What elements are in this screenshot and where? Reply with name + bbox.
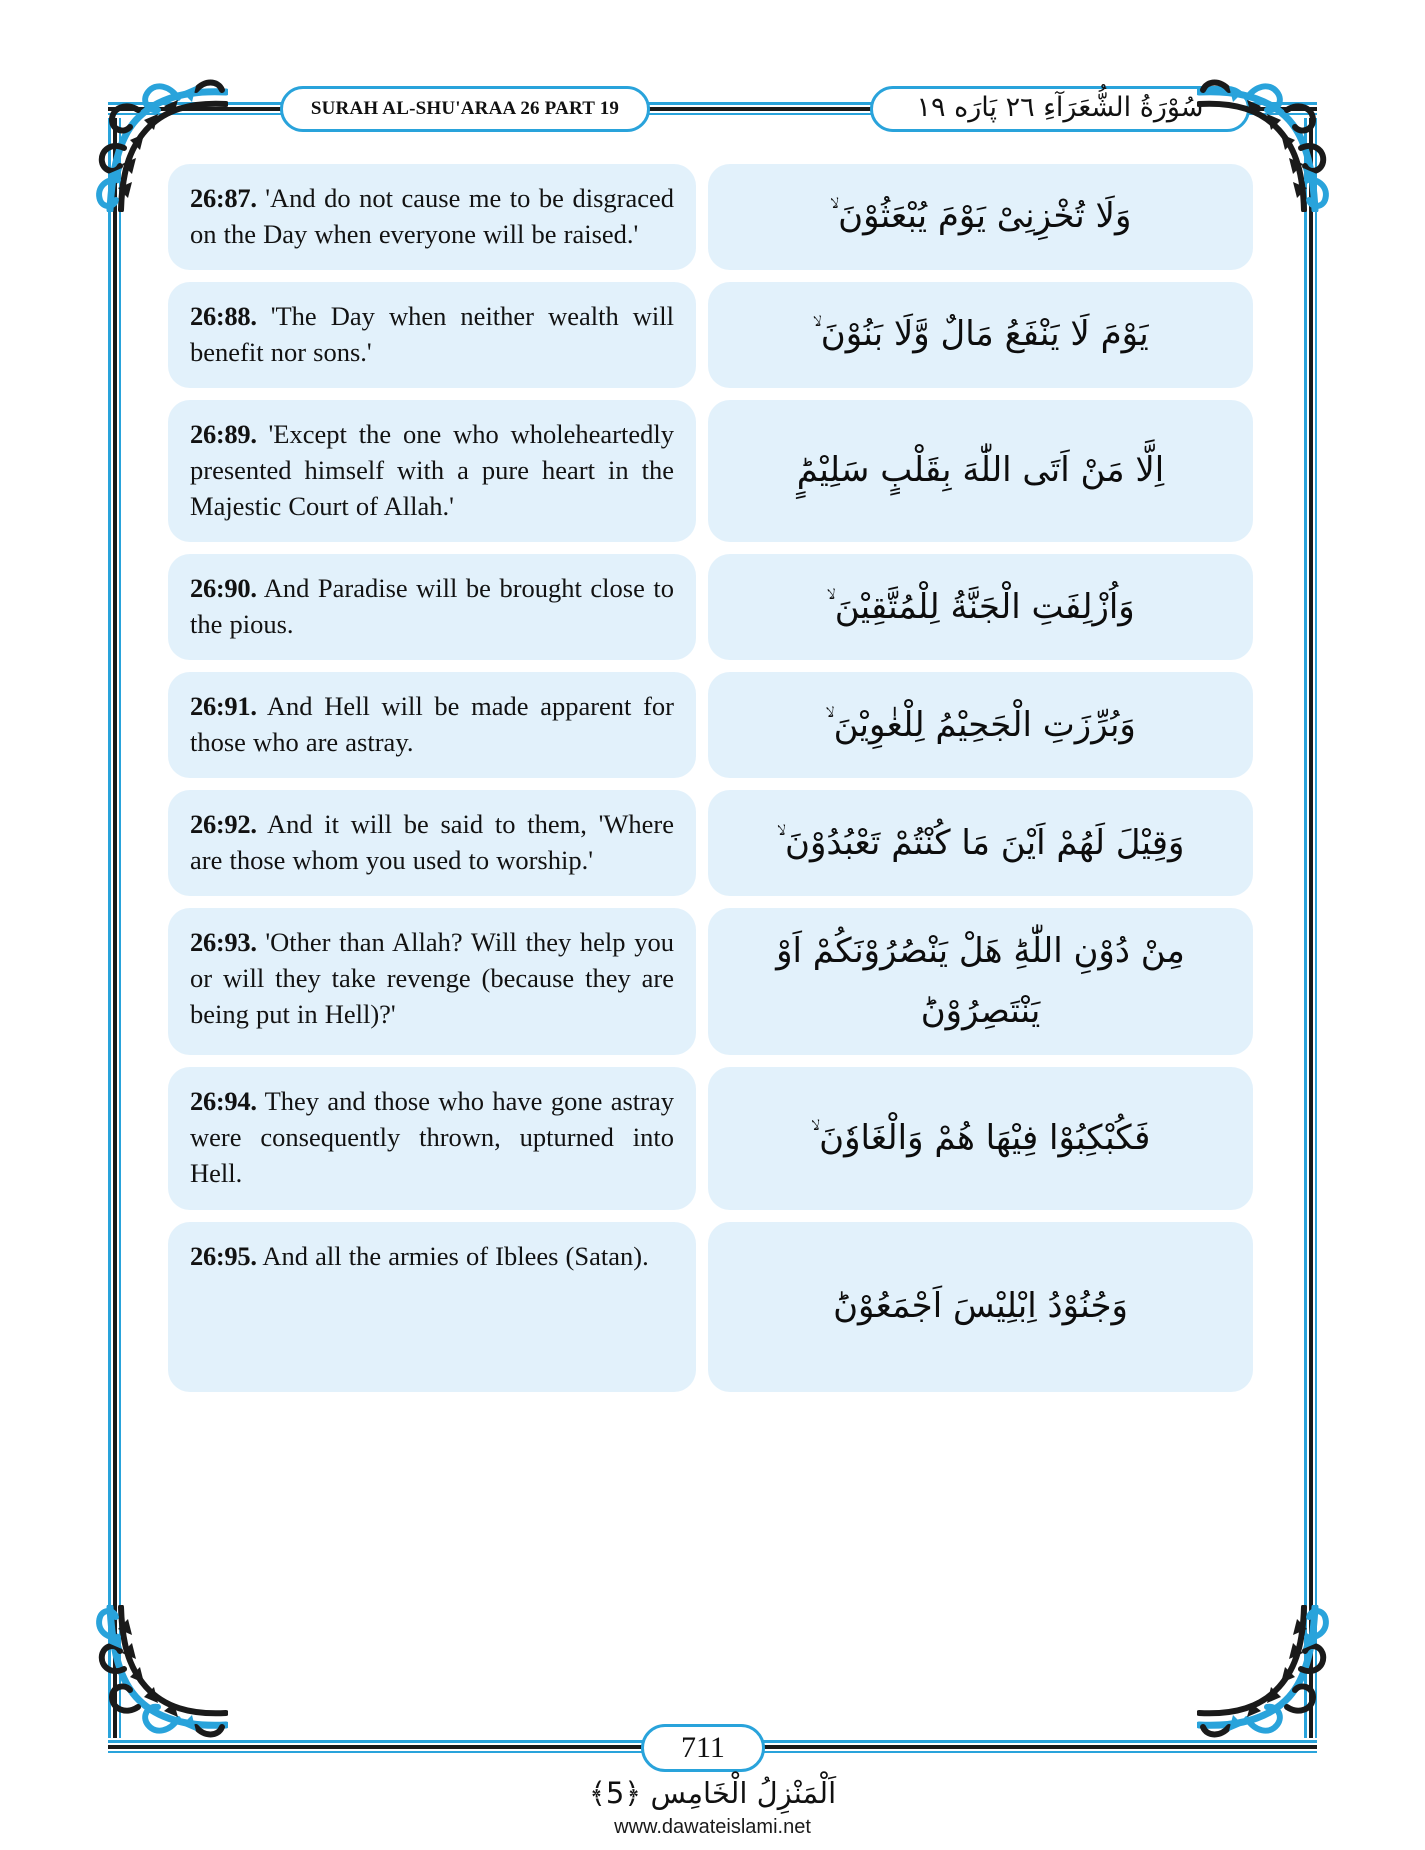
verse-arabic-text: فَكُبْكِبُوْا فِیْهَا هُمْ وَالْغَاوٗنَ ۙ [810,1117,1151,1158]
verse-reference: 26:91. [190,691,257,722]
verse-row [168,790,1253,896]
verse-arabic-text: مِنْ دُوْنِ اللّٰهِؕ هَلْ یَنْصُرُوْنَكُمْ اَوْ یَنْتَصِرُوْنَؕ [776,931,1185,1031]
verse-english-text: 'Other than Allah? Will they help you or will they take revenge (because they are being put in Hell)?' [190,927,674,1030]
verse-arabic-cell [708,790,1253,896]
verse-english-text: And Paradise will be brought close to the pious. [190,573,674,640]
verse-reference: 26:94. [190,1086,257,1117]
verse-english-cell [168,164,696,270]
verse-row [168,908,1253,1055]
verse-english-cell [168,400,696,542]
surah-title-english: SURAH AL-SHU'ARAA 26 PART 19 [280,86,650,132]
verse-english-cell [168,554,696,660]
verse-row [168,554,1253,660]
verse-english-cell [168,908,696,1055]
surah-title-arabic: سُوْرَةُ الشُّعَرَآءِ ٢٦ پَارَه ١٩ [870,86,1250,132]
verse-arabic-text: وَقِیْلَ لَهُمْ اَیْنَ مَا كُنْتُمْ تَعْبُدُوْنَ ۙ [776,822,1185,863]
verse-arabic-cell [708,908,1253,1055]
verse-english-cell [168,1222,696,1392]
frame-rule-left [108,118,121,1738]
verse-english-text: 'The Day when neither wealth will benefit nor sons.' [190,301,674,368]
verse-arabic-text: وَجُنُوْدُ اِبْلِیْسَ اَجْمَعُوْنَؕ [833,1285,1128,1326]
verse-arabic-text: وَلَا تُخْزِنِیْ یَوْمَ یُبْعَثُوْنَ ۙ [829,196,1132,237]
verse-english-text: 'Except the one who wholeheartedly presented himself with a pure heart in the Majestic Court of Allah.' [190,419,674,522]
verse-reference: 26:89. [190,419,257,450]
verse-arabic-cell [708,400,1253,542]
verse-arabic-cell [708,554,1253,660]
website-url: www.dawateislami.net [614,1816,811,1838]
verse-english-cell [168,790,696,896]
verse-list [168,164,1253,1404]
verse-english-cell [168,672,696,778]
verse-arabic-text: اِلَّا مَنْ اَتَى اللّٰهَ بِقَلْبٍ سَلِیْمٍؕ [796,450,1165,491]
verse-reference: 26:92. [190,809,257,840]
verse-english-text: And it will be said to them, 'Where are those whom you used to worship.' [190,809,674,876]
verse-row [168,282,1253,388]
verse-english-text: And all the armies of Iblees (Satan). [262,1240,649,1271]
verse-english-text: And Hell will be made apparent for those who are astray. [190,691,674,758]
verse-arabic-cell [708,1222,1253,1392]
verse-arabic-cell [708,672,1253,778]
verse-row [168,1067,1253,1209]
verse-reference: 26:87. [190,183,257,213]
verse-arabic-cell [708,164,1253,270]
verse-reference: 26:93. [190,927,257,958]
verse-arabic-text: یَوْمَ لَا یَنْفَعُ مَالٌ وَّلَا بَنُوْنَ ۙ [812,314,1149,355]
verse-row [168,1222,1253,1392]
verse-row [168,400,1253,542]
verse-english-cell [168,1067,696,1209]
verse-row [168,164,1253,270]
verse-reference: 26:88. [190,301,257,332]
verse-arabic-text: وَاُزْلِفَتِ الْجَنَّةُ لِلْمُتَّقِیْنَ ۙ [826,586,1135,627]
verse-reference: 26:95. [190,1240,257,1271]
manzil-label: اَلْمَنْزِلُ الْخَامِس ﴿5﴾ [588,1776,837,1810]
verse-english-text: 'And do not cause me to be disgraced on the Day when everyone will be raised.' [190,183,674,250]
verse-english-cell [168,282,696,388]
frame-rule-right [1304,118,1317,1738]
page-number: 711 [641,1724,765,1772]
verse-english-text: They and those who have gone astray were consequently thrown, upturned into Hell. [190,1086,674,1189]
verse-row [168,672,1253,778]
verse-arabic-cell [708,1067,1253,1209]
page-footer [108,1724,1317,1770]
verse-arabic-text: وَبُرِّزَتِ الْجَحِیْمُ لِلْغٰوِیْنَ ۙ [825,704,1136,745]
page-header [108,86,1317,132]
verse-arabic-cell [708,282,1253,388]
verse-reference: 26:90. [190,573,257,604]
